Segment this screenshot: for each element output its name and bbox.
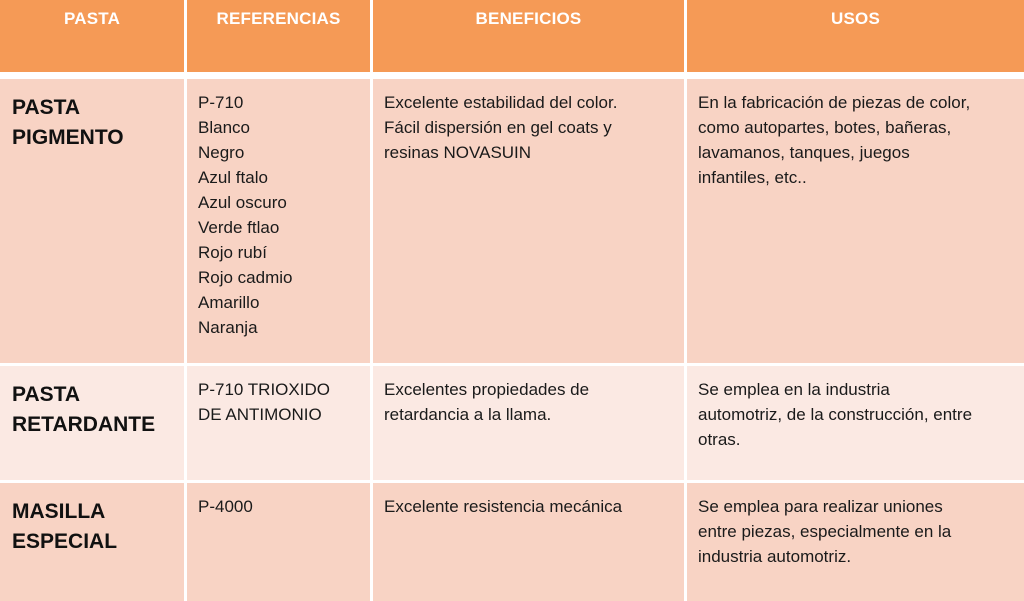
header-referencias: REFERENCIAS	[187, 0, 370, 72]
row-name-line: PIGMENTO	[12, 126, 124, 149]
benefit-line: Excelente resistencia mecánica	[384, 497, 623, 516]
reference-item: Rojo cadmio	[198, 268, 293, 287]
use-line: lavamanos, tanques, juegos	[698, 143, 910, 162]
header-usos: USOS	[687, 0, 1024, 72]
row-name-line: RETARDANTE	[12, 413, 156, 436]
uses-cell	[687, 366, 1024, 480]
reference-item: P-4000	[198, 497, 253, 516]
use-line: Se emplea para realizar uniones	[698, 497, 943, 516]
reference-item: Azul ftalo	[198, 168, 268, 187]
uses-cell	[687, 483, 1024, 601]
benefits-cell	[373, 483, 684, 601]
reference-item: Naranja	[198, 318, 258, 337]
references-cell	[187, 366, 370, 480]
use-line: automotriz, de la construcción, entre	[698, 405, 973, 424]
row-name-pasta-retardante	[0, 366, 184, 480]
row-name-masilla-especial	[0, 483, 184, 601]
references-cell	[187, 483, 370, 601]
row-name-line: ESPECIAL	[12, 530, 118, 553]
use-line: En la fabricación de piezas de color,	[698, 93, 971, 112]
reference-item: P-710	[198, 93, 244, 112]
benefit-line: retardancia a la llama.	[384, 405, 552, 424]
use-line: otras.	[698, 430, 741, 449]
reference-item: Azul oscuro	[198, 193, 287, 212]
benefit-line: Excelentes propiedades de	[384, 380, 590, 399]
use-line: como autopartes, botes, bañeras,	[698, 118, 952, 137]
reference-item: P-710 TRIOXIDO	[198, 380, 330, 399]
benefit-line: resinas NOVASUIN	[384, 143, 532, 162]
reference-item: DE ANTIMONIO	[198, 405, 322, 424]
row-name-line: MASILLA	[12, 500, 106, 523]
benefits-cell	[373, 79, 684, 363]
uses-cell	[687, 79, 1024, 363]
use-line: entre piezas, especialmente en la	[698, 522, 952, 541]
row-name-line: PASTA	[12, 383, 81, 406]
reference-item: Negro	[198, 143, 245, 162]
benefits-cell	[373, 366, 684, 480]
row-name-pasta-pigmento	[0, 79, 184, 363]
header-pasta: PASTA	[0, 0, 184, 72]
benefit-line: Excelente estabilidad del color.	[384, 93, 618, 112]
reference-item: Blanco	[198, 118, 250, 137]
use-line: Se emplea en la industria	[698, 380, 890, 399]
use-line: industria automotriz.	[698, 547, 852, 566]
benefit-line: Fácil dispersión en gel coats y	[384, 118, 612, 137]
reference-item: Rojo rubí	[198, 243, 267, 262]
row-name-line: PASTA	[12, 96, 81, 119]
use-line: infantiles, etc..	[698, 168, 807, 187]
reference-item: Verde ftlao	[198, 218, 280, 237]
header-beneficios: BENEFICIOS	[373, 0, 684, 72]
reference-item: Amarillo	[198, 293, 260, 312]
references-cell	[187, 79, 370, 363]
